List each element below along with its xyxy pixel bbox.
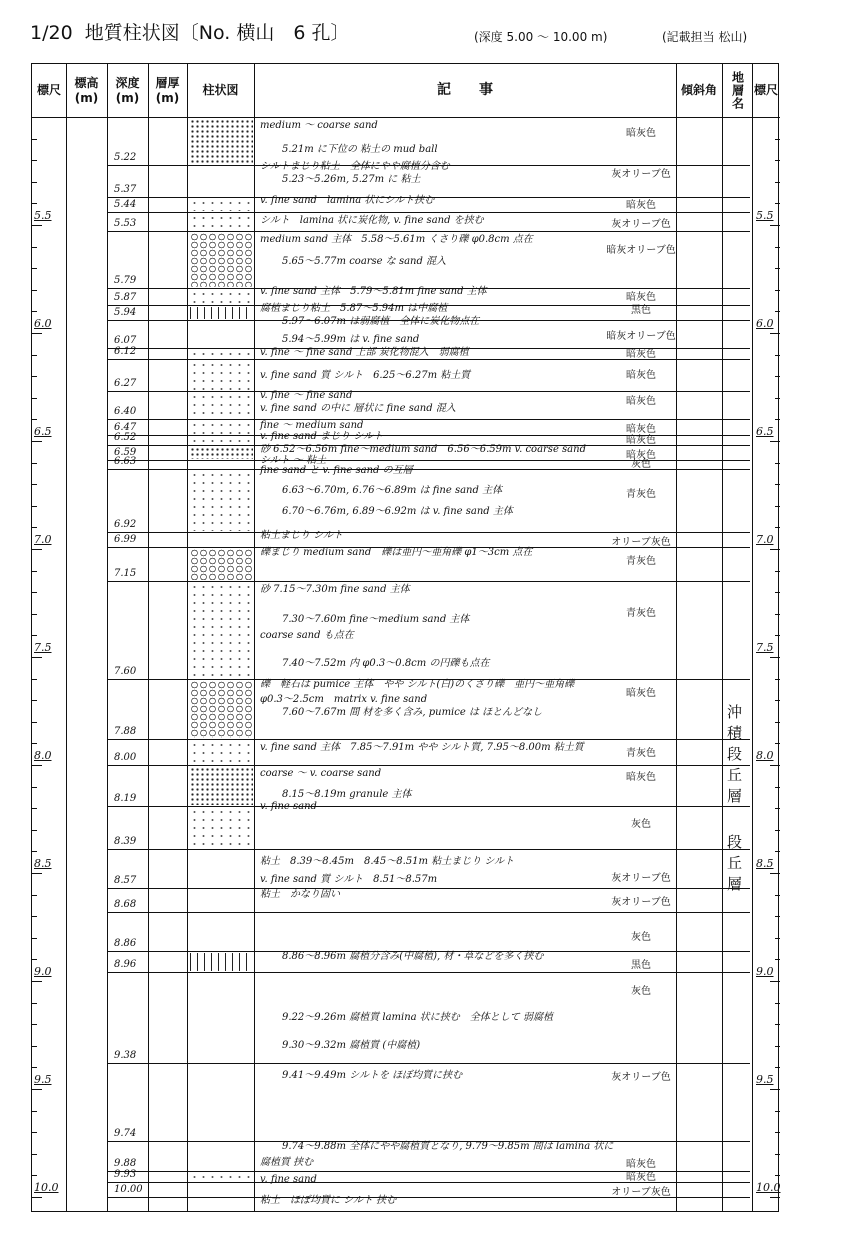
layer-boundary <box>107 849 750 850</box>
depth-value: 6.99 <box>114 533 137 545</box>
scale-tick <box>770 765 780 766</box>
scale-tick <box>775 311 780 312</box>
scale-tick <box>775 139 780 140</box>
depth-value: 7.88 <box>114 726 137 738</box>
layer-boundary <box>107 972 750 973</box>
scale-label-right: 8.0 <box>756 749 774 762</box>
description-text: v. fine sand 質 シルト 8.51～8.57m <box>260 873 438 885</box>
description-text: 粘土まじり シルト <box>260 530 343 542</box>
scale-tick <box>32 765 42 766</box>
colour-note: 暗灰色 <box>626 1158 656 1170</box>
scale-tick <box>32 117 42 118</box>
depth-value: 8.57 <box>114 875 137 887</box>
description-text: 6.63～6.70m, 6.76～6.89m は fine sand 主体 <box>282 484 503 496</box>
scale-tick <box>32 268 37 269</box>
scale-label-right: 10.0 <box>756 1181 781 1194</box>
scale-tick <box>775 959 780 960</box>
colour-note: 灰色 <box>631 985 651 997</box>
description-text: 7.40～7.52m 内 φ0.3～0.8cm の円礫も点在 <box>282 657 490 669</box>
colour-note: 暗灰色 <box>626 450 656 462</box>
description-text: v. fine sand 主体 5.79～5.81m fine sand 主体 <box>260 286 487 298</box>
scale-label-right: 8.5 <box>756 857 774 870</box>
description-text: シルトまじり粘土 全体にやや腐植分含む <box>260 160 450 172</box>
lithology-pattern <box>190 307 253 319</box>
description-text: v. fine sand lamina 状にシルト挟む <box>260 195 435 207</box>
description-text: medium ～ coarse sand <box>260 119 378 131</box>
page-title <box>30 18 349 45</box>
depth-value: 10.00 <box>114 1184 143 1195</box>
header-description: 記 事 <box>437 82 493 98</box>
depth-value: 8.96 <box>114 959 137 971</box>
scale-tick <box>32 484 37 485</box>
layer-boundary <box>107 806 750 807</box>
scale-label-right: 7.0 <box>756 533 774 546</box>
depth-value: 8.19 <box>114 793 137 805</box>
scale-label-left: 8.5 <box>34 857 52 870</box>
depth-value: 6.27 <box>114 378 137 390</box>
scale-label-left: 7.0 <box>34 533 52 546</box>
description-text: fine ～ medium sand <box>260 420 364 432</box>
scale-tick <box>32 895 37 896</box>
depth-value: 9.74 <box>114 1127 137 1139</box>
description-text: v. fine sand 質 シルト 6.25～6.27m 粘土質 <box>260 370 471 382</box>
scale-tick <box>32 1132 37 1133</box>
colour-note: 青灰色 <box>626 748 656 760</box>
scale-label-left: 9.0 <box>34 965 52 978</box>
lithology-pattern <box>190 583 253 677</box>
description-text: v. fine sand の中に 層状に fine sand 混入 <box>260 402 456 414</box>
scale-tick <box>32 247 37 248</box>
scale-tick <box>32 1067 37 1068</box>
colour-note: 灰オリーブ色 <box>611 169 671 181</box>
scale-tick <box>32 657 42 658</box>
description-text: 7.60～7.67m 間 材を多く含み, pumice は ほとんどなし <box>282 707 543 719</box>
scale-tick <box>32 419 37 420</box>
description-text: 9.22～9.26m 腐植質 lamina 状に挟む 全体として 弱腐植 <box>282 1011 553 1023</box>
formation-name: 段丘層 <box>725 834 743 897</box>
scale-tick <box>775 1046 780 1047</box>
colour-note: 黒色 <box>631 959 651 971</box>
scale-tick <box>775 614 780 615</box>
scale-tick <box>32 333 42 334</box>
description-text: 8.86～8.96m 腐植分含み(中腐植), 材・草などを多く挟む <box>282 951 544 963</box>
scale-tick <box>775 808 780 809</box>
layer-boundary <box>107 765 750 766</box>
description-text: 5.97～6.07m は弱腐植 全体に炭化物点在 <box>282 316 480 328</box>
lithology-pattern <box>190 361 253 390</box>
scale-tick <box>32 808 37 809</box>
description-text: 腐植まじり粘土 5.87～5.94m は中腐植 <box>260 303 448 315</box>
colour-note: 灰オリーブ色 <box>611 1072 671 1084</box>
depth-value: 6.12 <box>114 345 137 357</box>
description-text: v. fine sand <box>260 800 317 812</box>
description-text: 5.94～5.99m は v. fine sand <box>282 333 420 345</box>
colour-note: 暗灰オリーブ色 <box>606 331 676 343</box>
description-text: 5.21m に下位の 粘土の mud ball <box>282 143 438 155</box>
lithology-pattern <box>190 199 253 211</box>
colour-note: 暗灰色 <box>626 348 656 360</box>
scale-tick <box>770 441 780 442</box>
description-text: 8.15～8.19m granule 主体 <box>282 789 412 801</box>
depth-value: 6.52 <box>114 432 137 444</box>
scale-tick <box>32 290 37 291</box>
scale-tick <box>775 268 780 269</box>
col-divider <box>752 64 753 1211</box>
depth-value: 5.79 <box>114 274 137 286</box>
description-text: 5.23～5.26m, 5.27m に 粘土 <box>282 173 421 185</box>
header-thickness: 層厚 (m) <box>155 75 180 105</box>
header-scale-right: 標尺 <box>753 83 778 97</box>
scale-tick <box>32 376 37 377</box>
scale-tick <box>32 1003 37 1004</box>
scale-label-left: 10.0 <box>34 1181 59 1194</box>
scale-tick <box>775 398 780 399</box>
scale-tick <box>775 938 780 939</box>
depth-value: 6.92 <box>114 518 137 530</box>
lithology-pattern <box>190 290 253 304</box>
scale-tick <box>32 225 42 226</box>
scale-tick <box>775 700 780 701</box>
depth-value: 5.37 <box>114 183 137 195</box>
header-formation: 地層名 <box>730 71 745 110</box>
depth-value: 5.87 <box>114 291 137 303</box>
description-text: 9.41～9.49m シルトを ほぼ均質に挟む <box>282 1070 463 1082</box>
colour-note: 青灰色 <box>626 607 656 619</box>
scale-tick <box>775 1024 780 1025</box>
description-text: v. fine sand 主体 7.85～7.91m やや シルト質, 7.95～8.00m 粘土質 <box>260 741 584 753</box>
colour-note: 灰オリーブ色 <box>611 897 671 909</box>
header-divider <box>32 117 778 118</box>
layer-boundary <box>107 1063 750 1064</box>
scale-tick <box>32 743 37 744</box>
description-text: シルト lamina 状に炭化物, v. fine sand を挟む <box>260 214 484 226</box>
scale-tick <box>32 938 37 939</box>
scale-tick <box>32 635 37 636</box>
depth-value: 7.15 <box>114 568 137 580</box>
col-divider <box>148 64 149 1211</box>
lithology-pattern <box>190 767 253 805</box>
colour-note: 暗灰色 <box>626 1171 656 1183</box>
scale-tick <box>32 851 37 852</box>
scale-tick <box>32 614 37 615</box>
scale-tick <box>32 981 42 982</box>
scale-tick <box>775 1067 780 1068</box>
colour-note: 青灰色 <box>626 489 656 500</box>
depth-value: 5.44 <box>114 199 137 211</box>
scale-tick <box>32 139 37 140</box>
description-text: シルト ～ 粘土 <box>260 454 327 466</box>
depth-range: (深度 5.00 ～ 10.00 m) <box>474 30 608 44</box>
col-divider <box>187 64 188 1211</box>
lithology-pattern <box>190 808 253 848</box>
description-text: 7.30～7.60m fine～medium sand 主体 <box>282 614 470 626</box>
scale-tick <box>32 311 37 312</box>
scale-tick <box>770 225 780 226</box>
scale-tick <box>32 1111 37 1112</box>
scale-tick <box>775 635 780 636</box>
col-divider <box>254 64 255 1211</box>
description-text: 礫まじり medium sand 礫は亜円～亜角礫 φ1～3cm 点在 <box>260 547 533 559</box>
scale-tick <box>32 1089 42 1090</box>
scale-tick <box>32 959 37 960</box>
scale-tick <box>32 787 37 788</box>
lithology-pattern <box>190 437 253 445</box>
log-table <box>31 63 779 1212</box>
header-column: 柱状図 <box>202 83 239 97</box>
lithology-pattern <box>190 214 253 230</box>
col-divider <box>107 64 108 1211</box>
scale-tick <box>775 484 780 485</box>
lithology-pattern <box>190 393 253 418</box>
scale-tick <box>775 916 780 917</box>
scale-tick <box>775 787 780 788</box>
scale-label-right: 9.5 <box>756 1073 774 1086</box>
header-scale: 標尺 <box>36 83 61 97</box>
colour-note: 暗灰色 <box>626 435 656 446</box>
colour-note: 暗灰色 <box>626 424 656 436</box>
description-text: fine sand と v. fine sand の互層 <box>260 465 413 477</box>
scale-label-right: 5.5 <box>756 209 774 222</box>
depth-value: 9.93 <box>114 1168 137 1180</box>
scale-tick <box>775 1175 780 1176</box>
colour-note: 暗灰色 <box>626 128 656 140</box>
layer-boundary <box>107 912 750 913</box>
scale-label-right: 6.0 <box>756 317 774 330</box>
depth-value: 8.39 <box>114 836 137 848</box>
scale-tick <box>775 247 780 248</box>
lithology-pattern <box>190 681 253 738</box>
description-text: 9.30～9.32m 腐植質 (中腐植) <box>282 1039 421 1051</box>
lithology-pattern <box>190 549 253 581</box>
layer-boundary <box>107 581 750 582</box>
scale-tick <box>775 1154 780 1155</box>
scale-tick <box>775 592 780 593</box>
depth-value: 6.59 <box>114 447 137 459</box>
depth-value: 6.47 <box>114 421 137 433</box>
scale-label-left: 8.0 <box>34 749 52 762</box>
scale-tick <box>775 679 780 680</box>
description-text: v. fine sand <box>260 1174 317 1186</box>
colour-note: 灰色 <box>631 458 651 470</box>
scale-tick <box>32 160 37 161</box>
scale-label-right: 9.0 <box>756 965 774 978</box>
lithology-pattern <box>190 421 253 433</box>
scale-tick <box>775 290 780 291</box>
colour-note: オリーブ灰色 <box>611 536 671 548</box>
col-divider <box>722 64 723 1211</box>
description-text: 5.65～5.77m coarse な sand 混入 <box>282 255 447 267</box>
scale-tick <box>775 743 780 744</box>
description-text: v. fine ～ fine sand <box>260 389 353 401</box>
scale-tick <box>775 506 780 507</box>
scale-label-left: 5.5 <box>34 209 52 222</box>
header-elevation: 標高 (m) <box>74 75 99 105</box>
scale-tick <box>775 830 780 831</box>
scale-tick <box>770 549 780 550</box>
scale-tick <box>775 851 780 852</box>
scale-tick <box>770 873 780 874</box>
lithology-pattern <box>190 741 253 764</box>
scale-tick <box>775 527 780 528</box>
scale-tick <box>32 182 37 183</box>
scale-tick <box>770 117 780 118</box>
scale-tick <box>775 1003 780 1004</box>
lithology-pattern <box>190 953 253 972</box>
depth-value: 6.07 <box>114 335 137 347</box>
scale-label-right: 6.5 <box>756 425 774 438</box>
layer-boundary <box>107 888 750 889</box>
scale-tick <box>770 657 780 658</box>
description-text: 粘土 ほぼ均質に シルト 挟む <box>260 1195 397 1207</box>
colour-note: 暗灰色 <box>626 199 656 211</box>
depth-value: 9.88 <box>114 1158 137 1170</box>
scale-tick <box>32 592 37 593</box>
depth-value: 8.68 <box>114 898 137 910</box>
scale-tick <box>770 981 780 982</box>
scale-tick <box>775 203 780 204</box>
scale-tick <box>32 1175 37 1176</box>
scale-tick <box>770 333 780 334</box>
colour-note: 灰オリーブ色 <box>611 219 671 230</box>
lithology-pattern <box>190 119 253 164</box>
scale-tick <box>775 571 780 572</box>
scale-label-right: 7.5 <box>756 641 774 654</box>
col-divider <box>676 64 677 1211</box>
description-text: 6.70～6.76m, 6.89～6.92m は v. fine sand 主体 <box>282 506 513 518</box>
col-divider <box>66 64 67 1211</box>
scale-tick <box>32 527 37 528</box>
scale-tick <box>32 1024 37 1025</box>
depth-value: 7.60 <box>114 665 137 677</box>
scale-tick <box>32 506 37 507</box>
depth-value: 8.86 <box>114 937 137 949</box>
scale-label-left: 6.5 <box>34 425 52 438</box>
depth-value: 5.94 <box>114 307 137 319</box>
scale-tick <box>775 419 780 420</box>
scale-tick <box>775 160 780 161</box>
description-text: v. fine ～ fine sand 上部 炭化物混入 弱腐植 <box>260 346 469 358</box>
scale-tick <box>32 1154 37 1155</box>
description-text: medium sand 主体 5.58～5.61m くさり礫 φ0.8cm 点在 <box>260 234 533 246</box>
scale-tick <box>32 830 37 831</box>
header-dip: 傾斜角 <box>680 83 717 97</box>
scale-tick <box>775 376 780 377</box>
scale-tick <box>32 679 37 680</box>
lithology-pattern <box>190 233 253 286</box>
lithology-pattern <box>190 471 253 531</box>
colour-note: オリーブ灰色 <box>611 1186 671 1198</box>
depth-value: 9.38 <box>114 1050 137 1062</box>
depth-value: 6.40 <box>114 406 137 418</box>
description-text: 砂 6.52～6.56m fine～medium sand 6.56～6.59m v. coarse sand <box>260 443 586 455</box>
lithology-pattern <box>190 350 253 358</box>
colour-note: 黒色 <box>631 305 651 317</box>
lithology-pattern <box>190 447 253 459</box>
depth-value: 5.53 <box>114 218 137 230</box>
scale-tick <box>32 355 37 356</box>
colour-note: 暗灰色 <box>626 370 656 382</box>
scale-tick <box>32 463 37 464</box>
header-depth: 深度 (m) <box>115 75 140 105</box>
colour-note: 青灰色 <box>626 555 656 567</box>
description-text: 砂 7.15～7.30m fine sand 主体 <box>260 584 410 596</box>
formation-name: 沖積段丘層 <box>725 704 743 809</box>
scale-tick <box>775 1111 780 1112</box>
lithology-pattern <box>190 1173 253 1181</box>
colour-note: 暗灰色 <box>626 771 656 783</box>
scale-tick <box>32 1197 42 1198</box>
colour-note: 暗灰色 <box>626 396 656 408</box>
scale-label-left: 9.5 <box>34 1073 52 1086</box>
description-text: 礫 軽石は pumice 主体 やや シルト(白)のくさり礫 亜円～亜角礫 <box>260 679 575 691</box>
recorder: (記載担当 松山) <box>662 30 748 44</box>
colour-note: 暗灰色 <box>626 687 656 699</box>
scale-tick <box>32 1046 37 1047</box>
scale-tick <box>775 182 780 183</box>
description-text: 腐植質 挟む <box>260 1156 314 1168</box>
scale-tick <box>32 203 37 204</box>
scale-tick <box>32 722 37 723</box>
scale-tick <box>775 722 780 723</box>
colour-note: 灰色 <box>631 931 651 943</box>
colour-note: 暗灰色 <box>626 292 656 304</box>
colour-note: 灰オリーブ色 <box>611 873 671 885</box>
scale-tick <box>775 355 780 356</box>
scale-label-left: 6.0 <box>34 317 52 330</box>
description-text: 9.74～9.88m 全体にやや腐植質となり, 9.79～9.85m 間は lamina 状に <box>282 1141 614 1153</box>
title-text: 地質柱状図〔No. 横山 6 孔〕 <box>84 22 350 44</box>
description-text: 粘土 かなり固い <box>260 888 340 900</box>
description-text: v. fine sand まじり シルト <box>260 430 384 442</box>
scale-tick <box>32 549 42 550</box>
scale-tick <box>775 895 780 896</box>
description-text: φ0.3～2.5cm matrix v. fine sand <box>260 694 428 706</box>
scale-tick <box>775 1132 780 1133</box>
scale-tick <box>32 873 42 874</box>
depth-value: 8.00 <box>114 752 137 763</box>
scale-tick <box>32 700 37 701</box>
scale-ratio: 1/20 <box>30 22 73 44</box>
description-text: coarse sand も点在 <box>260 629 354 641</box>
colour-note: 暗灰オリーブ色 <box>606 244 676 256</box>
scale-tick <box>32 441 42 442</box>
scale-label-left: 7.5 <box>34 641 52 654</box>
scale-tick <box>32 398 37 399</box>
scale-tick <box>770 1089 780 1090</box>
scale-tick <box>32 916 37 917</box>
scale-tick <box>32 571 37 572</box>
description-text: coarse ～ v. coarse sand <box>260 767 382 779</box>
title-row <box>0 0 842 60</box>
description-text: 粘土 8.39～8.45m 8.45～8.51m 粘土まじり シルト <box>260 856 515 868</box>
depth-value: 6.63 <box>114 456 137 468</box>
scale-tick <box>770 1197 780 1198</box>
depth-value: 5.22 <box>114 151 137 163</box>
scale-tick <box>775 463 780 464</box>
colour-note: 灰色 <box>631 819 651 831</box>
